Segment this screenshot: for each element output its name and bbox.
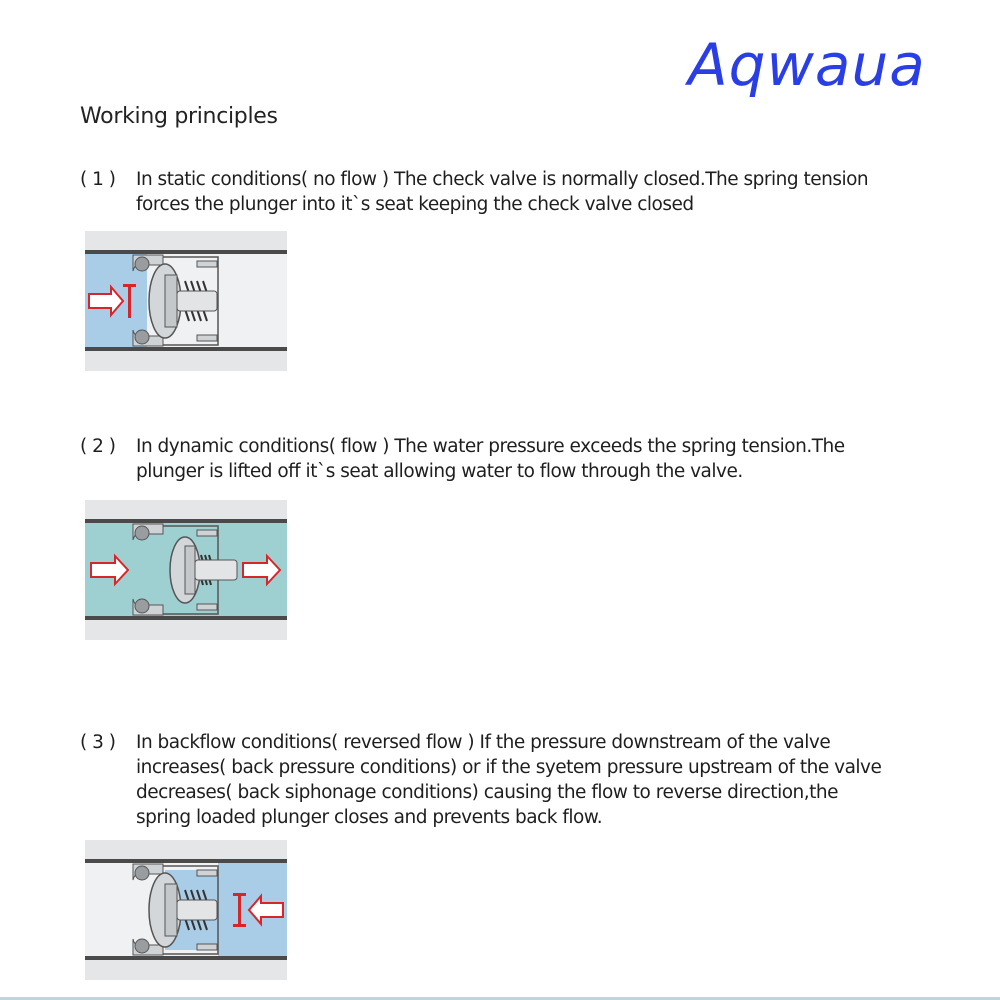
step-1-description [80,167,868,217]
step-3-description [80,730,881,830]
brand-logo: Aqwaua [688,31,926,99]
valve-diagram-static [85,231,287,371]
step-text-line: forces the plunger into it`s seat keeping the check valve closed [136,194,694,215]
step-text-line: In dynamic conditions( flow ) The water pressure exceeds the spring tension.The [136,436,845,457]
step-text-line: plunger is lifted off it`s seat allowing water to flow through the valve. [136,461,743,482]
step-number: ( 3 ) [80,732,116,753]
step-text-line: spring loaded plunger closes and prevents back flow. [136,807,603,828]
page-heading: Working principles [80,104,278,129]
step-text-line: In static conditions( no flow ) The check valve is normally closed.The spring tension [136,169,869,190]
step-number: ( 2 ) [80,436,116,457]
step-text-line: decreases( back siphonage conditions) causing the flow to reverse direction,the [136,782,838,803]
step-text-line: In backflow conditions( reversed flow ) If the pressure downstream of the valve [136,732,831,753]
step-2-description [80,434,845,484]
valve-diagram-backflow [85,840,287,980]
step-number: ( 1 ) [80,169,116,190]
valve-diagram-flow [85,500,287,640]
step-text-line: increases( back pressure conditions) or if the syetem pressure upstream of the valve [136,757,882,778]
